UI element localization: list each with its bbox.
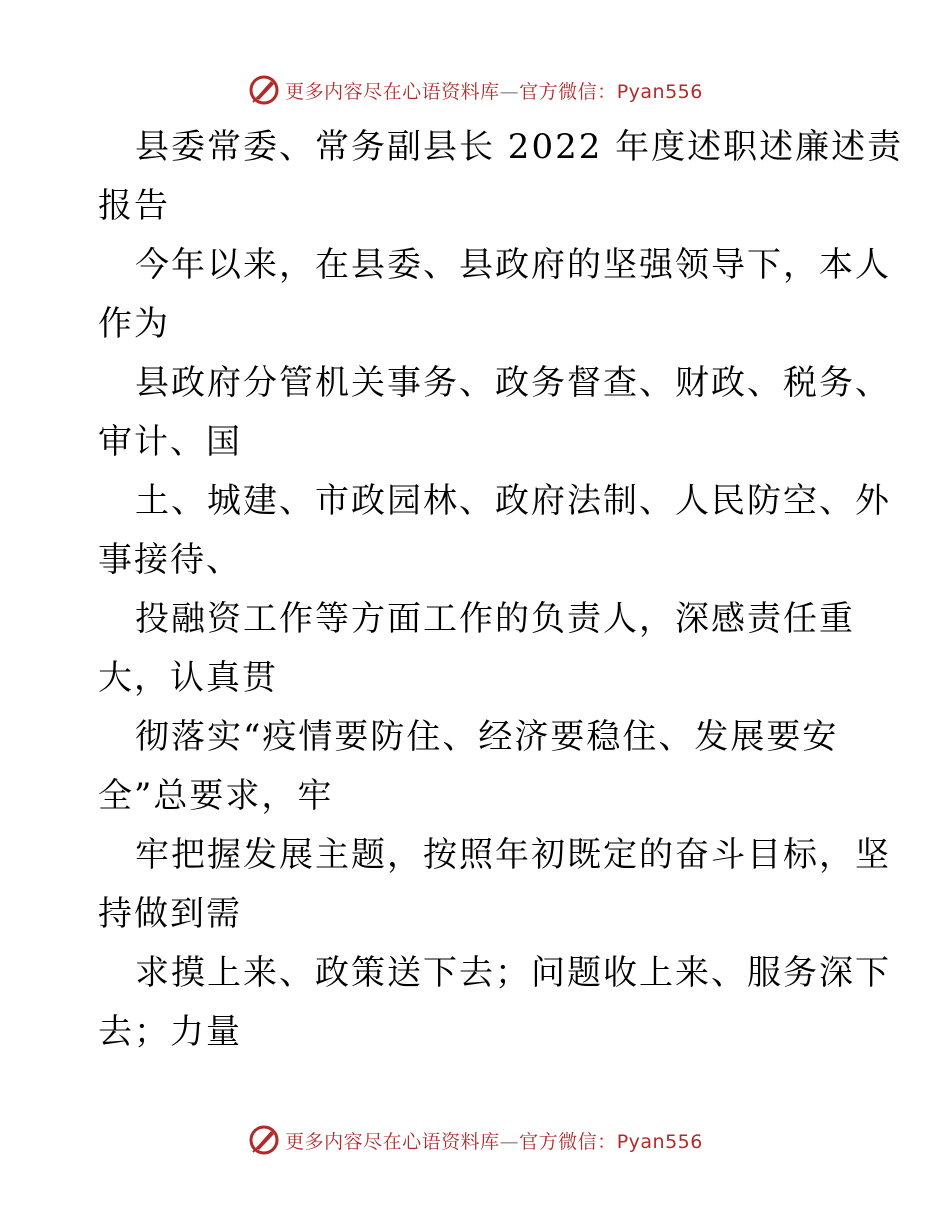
document-line: 投融资工作等方面工作的负责人，深感责任重 [135, 599, 855, 639]
watermark-text [285, 77, 703, 104]
document-body [98, 118, 904, 1062]
document-line: 牢把握发展主题，按照年初既定的奋斗目标，坚 [135, 835, 891, 875]
document-line: 审计、国 [98, 422, 242, 462]
watermark-text [285, 1127, 703, 1154]
watermark-wechat-id: Pyan556 [616, 80, 703, 103]
quill-logo-icon [247, 1123, 281, 1157]
watermark-wechat-id: Pyan556 [616, 1130, 703, 1153]
document-line: 大，认真贯 [98, 658, 278, 698]
document-line: 求摸上来、政策送下去；问题收上来、服务深下 [135, 953, 891, 993]
document-line: 县政府分管机关事务、政务督查、财政、税务、 [135, 363, 891, 403]
document-line: 作为 [98, 304, 170, 344]
watermark-wechat-label: 官方微信： [519, 80, 617, 103]
document-line: 今年以来，在县委、县政府的坚强领导下，本人 [135, 245, 891, 285]
document-line: 土、城建、市政园林、政府法制、人民防空、外 [135, 481, 891, 521]
watermark-separator: — [499, 80, 520, 103]
watermark-wechat-label: 官方微信： [519, 1130, 617, 1153]
document-line: 事接待、 [98, 540, 242, 580]
quill-logo-icon [247, 73, 281, 107]
watermark-site: 更多内容尽在心语资料库 [285, 80, 500, 103]
document-line: 持做到需 [98, 894, 242, 934]
watermark-separator: — [499, 1130, 520, 1153]
document-line: 全”总要求，牢 [98, 776, 334, 816]
document-line: 报告 [98, 186, 170, 226]
document-line: 县委常委、常务副县长 2022 年度述职述廉述责 [135, 127, 904, 167]
document-line: 去；力量 [98, 1012, 242, 1052]
watermark-site: 更多内容尽在心语资料库 [285, 1130, 500, 1153]
header-watermark [0, 70, 950, 110]
footer-watermark [0, 1120, 950, 1160]
document-line: 彻落实“疫情要防住、经济要稳住、发展要安 [135, 717, 839, 757]
